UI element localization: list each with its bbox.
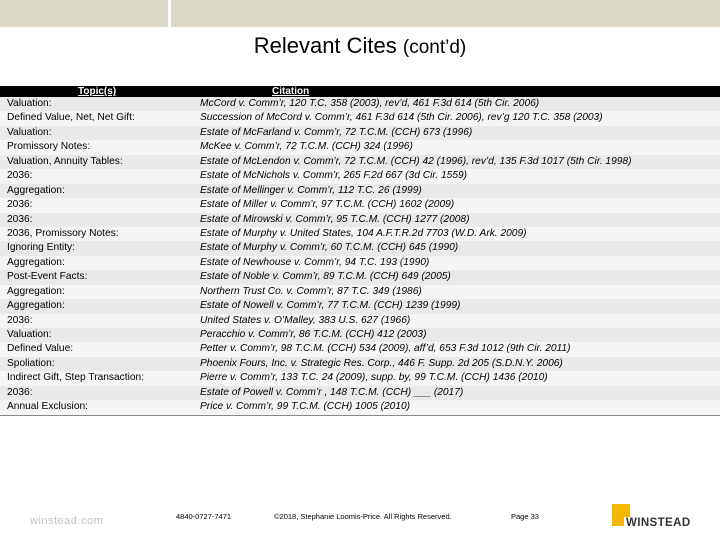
table-row	[0, 213, 720, 227]
row-topic: Valuation:	[7, 98, 52, 109]
row-topic: Promissory Notes:	[7, 141, 91, 153]
table-row	[0, 270, 720, 284]
row-citation: McCord v. Comm’r, 120 T.C. 358 (2003), rev’d, 461 F.3d 614 (5th Cir. 2006)	[200, 98, 540, 109]
row-topic: 2036:	[7, 386, 33, 398]
row-citation: Estate of Miller v. Comm’r, 97 T.C.M. (CCH) 1602 (2009)	[200, 199, 455, 211]
row-topic: Valuation, Annuity Tables:	[7, 155, 123, 167]
table-row	[0, 400, 720, 414]
row-citation: Estate of Powell v. Comm’r , 148 T.C.M. (CCH) ___ (2017)	[200, 386, 464, 398]
slide-title-suffix: (cont’d)	[402, 37, 467, 58]
row-citation: Estate of Murphy v. United States, 104 A.F.T.R.2d 7703 (W.D. Ark. 2009)	[200, 227, 527, 239]
citations-table	[0, 86, 720, 416]
row-topic: Aggregation:	[7, 285, 65, 297]
row-topic: Defined Value:	[7, 343, 74, 355]
table-row	[0, 227, 720, 241]
row-citation: Price v. Comm’r, 99 T.C.M. (CCH) 1005 (2010)	[200, 401, 411, 413]
table-row	[0, 169, 720, 183]
table-row	[0, 314, 720, 328]
row-topic: 2036:	[7, 170, 33, 182]
table-row	[0, 342, 720, 356]
table-row	[0, 155, 720, 169]
table-row	[0, 357, 720, 371]
row-citation: Estate of Nowell v. Comm’r, 77 T.C.M. (CCH) 1239 (1999)	[200, 300, 461, 312]
row-topic: Defined Value, Net, Net Gift:	[7, 112, 135, 124]
header-citation: Citation	[272, 86, 310, 97]
row-citation: Northern Trust Co. v. Comm’r, 87 T.C. 349 (1986)	[200, 285, 422, 297]
top-decorative-bar	[0, 0, 720, 27]
row-citation: Estate of Noble v. Comm’r, 89 T.C.M. (CCH) 649 (2005)	[200, 271, 451, 283]
row-topic: Post-Event Facts:	[7, 271, 88, 283]
copyright-text: ©2018, Stephanie Loomis-Price. All Rights Reserved.	[274, 512, 452, 521]
row-topic: Annual Exclusion:	[7, 401, 88, 413]
row-topic: 2036:	[7, 199, 33, 211]
row-topic: Aggregation:	[7, 300, 65, 312]
page-number: Page 33	[511, 512, 539, 521]
table-row	[0, 126, 720, 140]
row-citation: Estate of McFarland v. Comm’r, 72 T.C.M. (CCH) 673 (1996)	[200, 126, 473, 138]
row-citation: Estate of McLendon v. Comm’r, 72 T.C.M. (CCH) 42 (1996), rev’d, 135 F.3d 1017 (5th Cir. 1998)	[200, 155, 632, 167]
row-citation: Peracchio v. Comm’r, 86 T.C.M. (CCH) 412 (2003)	[200, 329, 427, 340]
row-citation: Estate of Mirowski v. Comm’r, 95 T.C.M. (CCH) 1277 (2008)	[200, 213, 470, 225]
table-row	[0, 97, 720, 111]
table-row	[0, 241, 720, 255]
doc-number: 4840-0727-7471	[176, 512, 232, 521]
top-bar-segment-left	[0, 0, 171, 27]
row-topic: Spoliation:	[7, 357, 55, 369]
row-citation: Estate of Newhouse v. Comm’r, 94 T.C. 193 (1990)	[200, 256, 430, 268]
table-row	[0, 285, 720, 299]
logo-wordmark: WINSTEAD	[626, 517, 691, 529]
row-topic: 2036:	[7, 314, 33, 326]
table-row	[0, 371, 720, 385]
row-citation: Succession of McCord v. Comm’r, 461 F.3d 614 (5th Cir. 2006), rev’g 120 T.C. 358 (2003)	[200, 112, 603, 124]
table-header	[0, 86, 720, 97]
row-citation: Petter v. Comm’r, 98 T.C.M. (CCH) 534 (2009), aff’d, 653 F.3d 1012 (9th Cir. 2011)	[200, 343, 571, 355]
row-topic: 2036, Promissory Notes:	[7, 227, 119, 239]
row-citation: Estate of McNichols v. Comm’r, 265 F.2d 667 (3d Cir. 1559)	[200, 170, 468, 182]
table-row	[0, 299, 720, 313]
table-row	[0, 386, 720, 400]
row-topic: Aggregation:	[7, 184, 65, 196]
row-citation: McKee v. Comm’r, 72 T.C.M. (CCH) 324 (1996)	[200, 141, 413, 153]
table-row	[0, 328, 720, 342]
top-bar-segment-right	[171, 0, 720, 27]
row-topic: Indirect Gift, Step Transaction:	[7, 372, 145, 384]
website-watermark: winstead.com	[30, 515, 104, 527]
row-citation: Phoenix Fours, Inc. v. Strategic Res. Corp., 446 F. Supp. 2d 205 (S.D.N.Y. 2006)	[200, 357, 563, 369]
row-citation: United States v. O’Malley, 383 U.S. 627 (1966)	[200, 314, 411, 326]
slide-title-main: Relevant Cites	[253, 33, 403, 58]
row-citation: Estate of Murphy v. Comm’r, 60 T.C.M. (CCH) 645 (1990)	[200, 242, 459, 254]
row-topic: Valuation:	[7, 329, 52, 340]
table-row	[0, 140, 720, 154]
winstead-logo	[608, 504, 712, 534]
slide-title	[0, 32, 720, 62]
header-topic: Topic(s)	[78, 86, 117, 97]
table-row	[0, 184, 720, 198]
table-row	[0, 111, 720, 125]
row-citation: Estate of Mellinger v. Comm’r, 112 T.C. 26 (1999)	[200, 184, 422, 196]
row-topic: Valuation:	[7, 126, 52, 138]
row-topic: Aggregation:	[7, 256, 65, 268]
table-row	[0, 256, 720, 270]
row-topic: Ignoring Entity:	[7, 242, 75, 254]
table-body	[0, 97, 720, 416]
table-row	[0, 198, 720, 212]
row-topic: 2036:	[7, 213, 33, 225]
row-citation: Pierre v. Comm’r, 133 T.C. 24 (2009), supp. by, 99 T.C.M. (CCH) 1436 (2010)	[200, 372, 548, 384]
